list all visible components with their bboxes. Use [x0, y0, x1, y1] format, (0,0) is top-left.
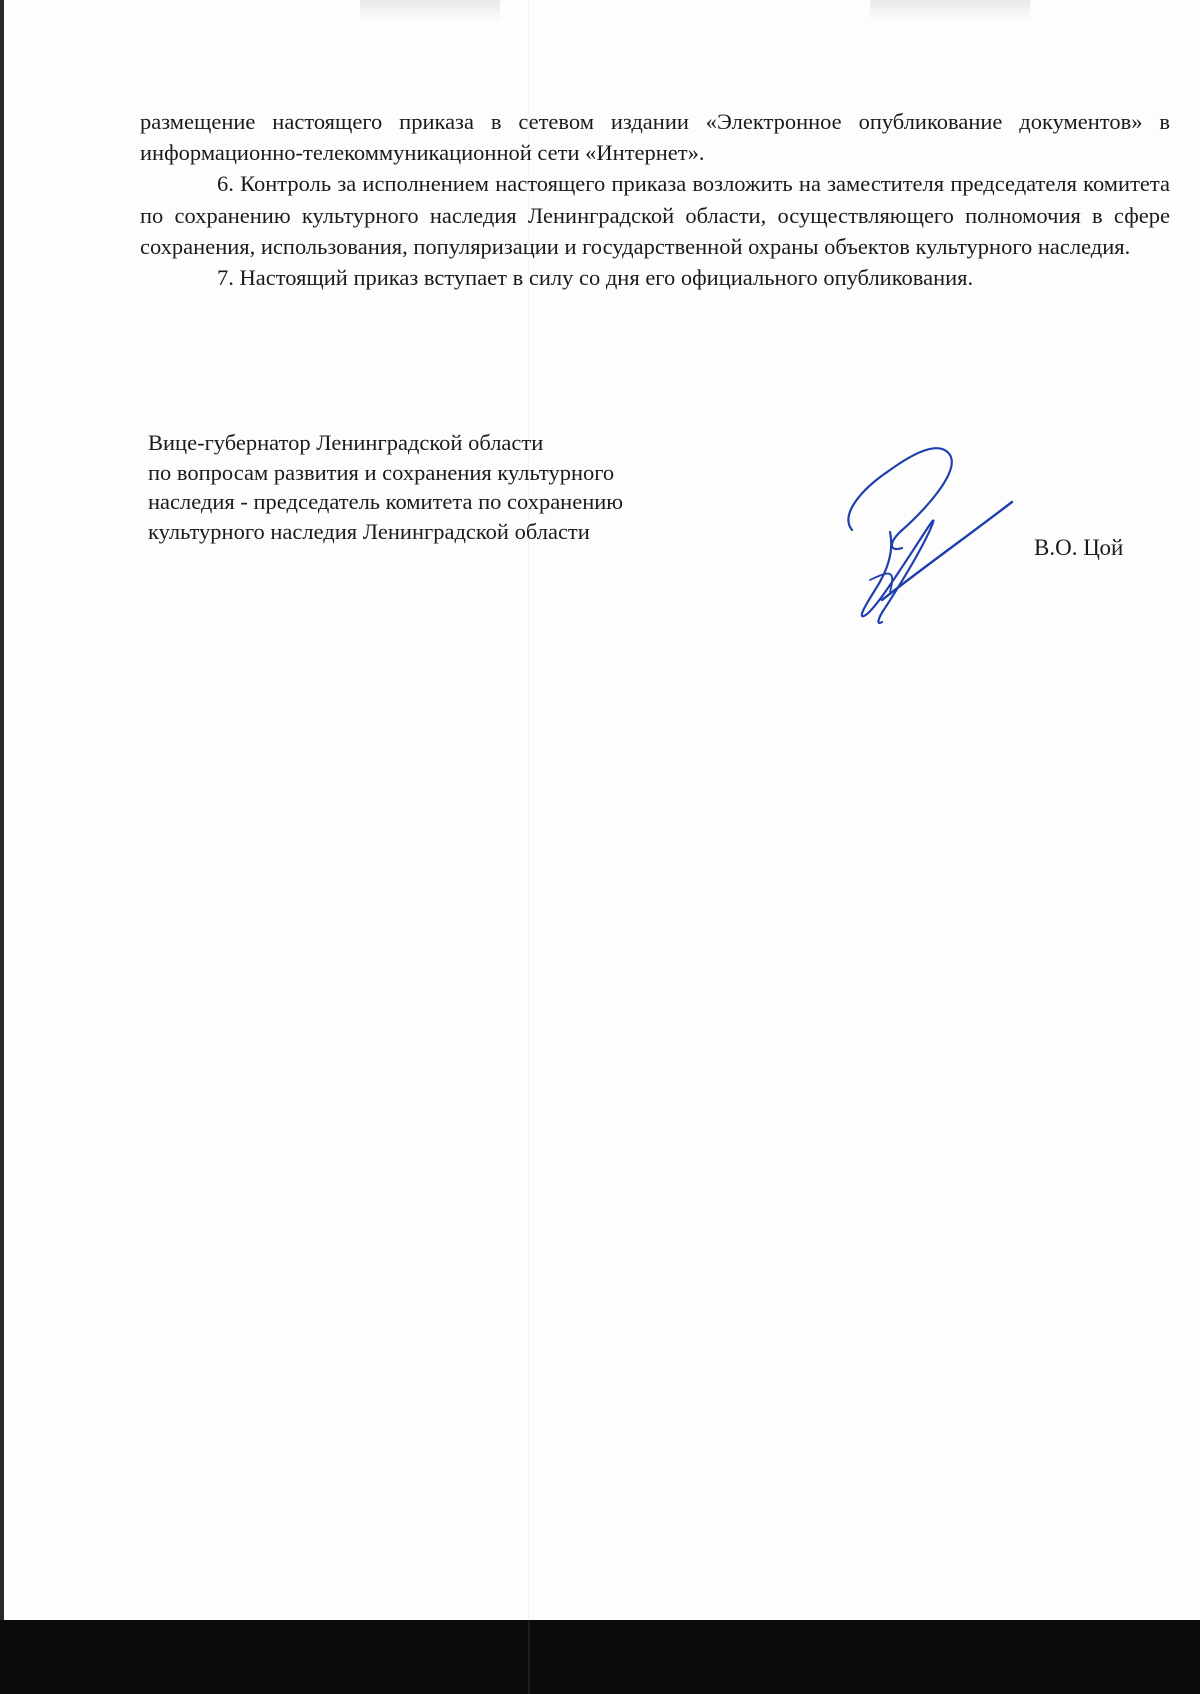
signature-stroke [882, 502, 1012, 600]
scan-seam [528, 1620, 530, 1694]
paragraph-item-7: 7. Настоящий приказ вступает в силу со дня его официального опубликования. [217, 265, 974, 291]
signature-stroke [848, 448, 951, 549]
signatory-title-line: культурного наследия Ленинградской области [148, 518, 590, 544]
signatory-title-line: по вопросам развития и сохранения культурного [148, 459, 615, 485]
signer-name: В.О. Цой [1034, 535, 1124, 560]
scan-artifact [870, 0, 1030, 22]
handwritten-signature [830, 420, 1030, 640]
scan-bottom-border [0, 1620, 1200, 1694]
document-body [140, 106, 1170, 293]
signatory-title-line: наследия - председатель комитета по сохранению [148, 489, 624, 514]
paragraph-item-6: 6. Контроль за исполнением настоящего приказа возложить на заместителя председателя комитета по сохранению культурного наследия Ленинградской области, осуществляющего полномочия в сфере сохранения, использования, популяризации и государственной охраны объектов культурного наследия. [140, 171, 1170, 259]
scan-artifact [360, 0, 500, 22]
scan-left-edge [0, 0, 4, 1620]
signatory-title-line: Вице-губернатор Ленинградской области [148, 430, 544, 455]
signature-stroke [870, 574, 892, 592]
paragraph-continuation: размещение настоящего приказа в сетевом издании «Электронное опубликование документов» в информационно-телекоммуникационной сети «Интернет». [140, 109, 1170, 166]
signatory-title [148, 428, 868, 546]
